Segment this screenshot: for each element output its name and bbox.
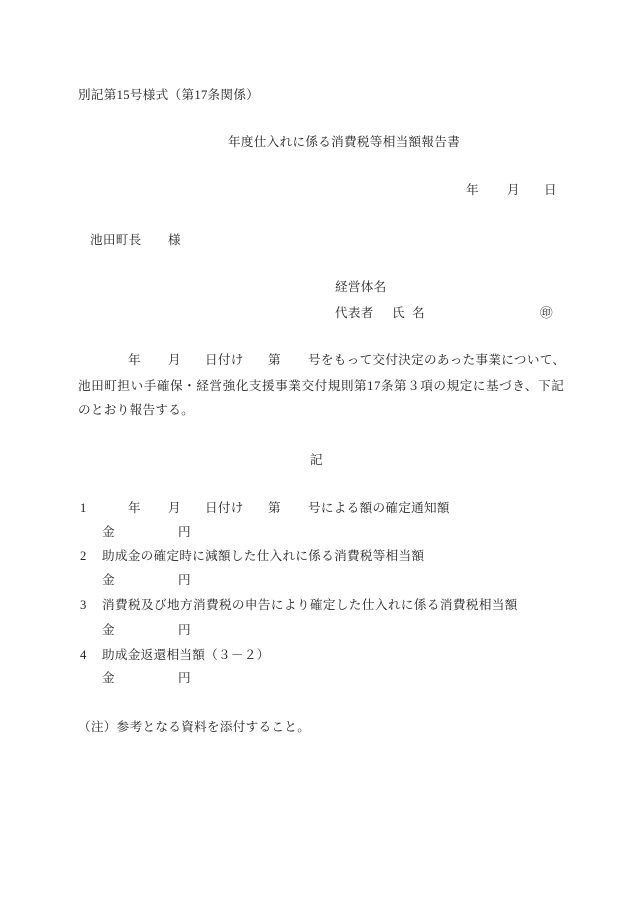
amount-unit: 円 — [178, 573, 191, 587]
name-label-second: 名 — [412, 306, 425, 320]
amount-prefix: 金 — [102, 671, 115, 685]
document-title: 年度仕入れに係る消費税等相当額報告書 — [228, 135, 461, 149]
body-line3-text: のとおり報告する。 — [78, 403, 195, 417]
body-day-label: 日付け — [205, 353, 244, 367]
addressee-honorific: 様 — [168, 233, 181, 247]
body-line2-text: 池田町担い手確保・経営強化支援事業交付規則第17条第３項の規定に基づき、下記 — [78, 379, 565, 393]
item1-year-label: 年 — [128, 501, 141, 515]
item-number: 4 — [80, 648, 87, 662]
item-number: 1 — [80, 501, 87, 515]
date-year-label: 年 — [466, 183, 479, 197]
amount-prefix: 金 — [102, 573, 115, 587]
addressee-name: 池田町長 — [90, 233, 142, 247]
item1-day-label: 日付け — [205, 501, 244, 515]
body-year-label: 年 — [128, 353, 141, 367]
body-line1-text: 号をもって交付決定のあった事業について、 — [308, 353, 566, 367]
amount-prefix: 金 — [102, 623, 115, 637]
name-label-first: 氏 — [392, 306, 405, 320]
item1-month-label: 月 — [168, 501, 181, 515]
item3-text: 消費税及び地方消費税の申告により確定した仕入れに係る消費税相当額 — [102, 598, 518, 612]
item4-text: 助成金返還相当額（３－２） — [102, 648, 270, 662]
body-number-prefix: 第 — [268, 353, 281, 367]
body-month-label: 月 — [168, 353, 181, 367]
item-number: 2 — [80, 549, 87, 563]
amount-unit: 円 — [178, 623, 191, 637]
date-day-label: 日 — [544, 183, 557, 197]
item1-number-prefix: 第 — [268, 501, 281, 515]
note-text: （注）参考となる資料を添付すること。 — [78, 720, 311, 734]
item2-text: 助成金の確定時に減額した仕入れに係る消費税等相当額 — [102, 549, 425, 563]
ki-heading: 記 — [310, 453, 323, 467]
item1-text: 号による額の確定通知額 — [308, 501, 450, 515]
item-number: 3 — [80, 598, 87, 612]
date-month-label: 月 — [507, 183, 520, 197]
amount-unit: 円 — [178, 671, 191, 685]
representative-label: 代表者 — [335, 306, 374, 320]
org-name-label: 経営体名 — [335, 280, 387, 294]
form-label: 別記第15号様式（第17条関係） — [78, 88, 260, 102]
seal-mark-icon: ㊞ — [540, 306, 553, 320]
amount-prefix: 金 — [102, 525, 115, 539]
amount-unit: 円 — [178, 525, 191, 539]
